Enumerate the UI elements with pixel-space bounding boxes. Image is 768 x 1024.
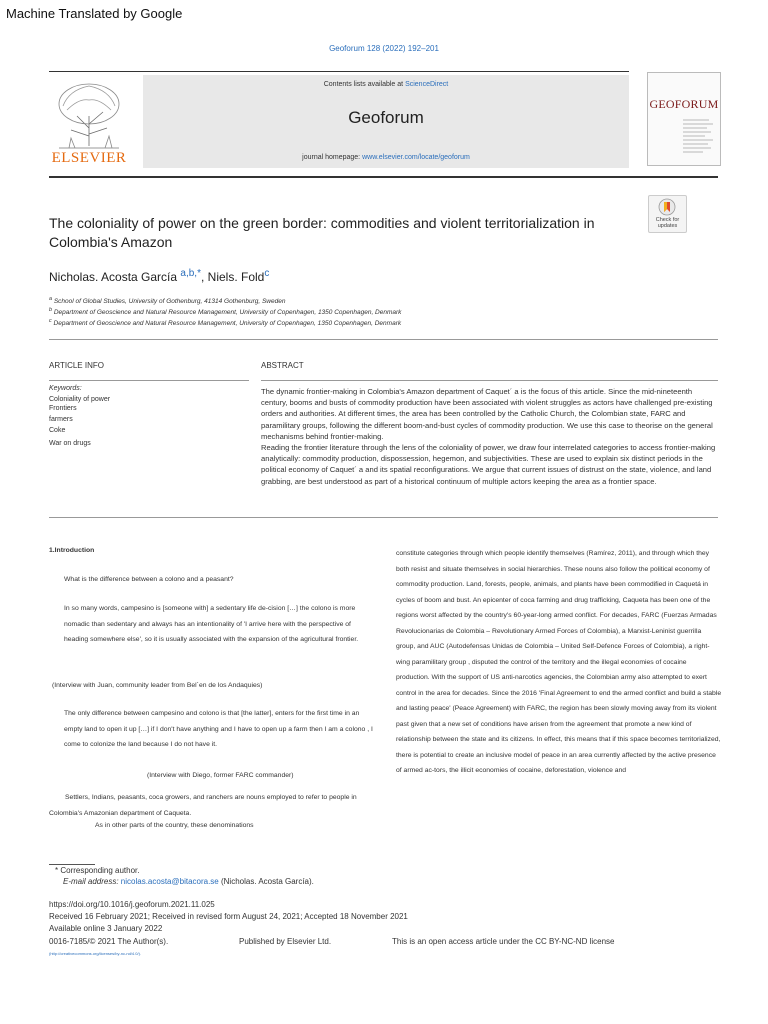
- affiliation-c: [49, 318, 401, 327]
- license-url[interactable]: (http://creativecommons.org/licenses/by-nc-nd/4.0/).: [49, 951, 142, 956]
- article-title-line1: The coloniality of power on the green border: commodities and violent territorialization in: [49, 215, 595, 231]
- publisher-note: Published by Elsevier Ltd.: [239, 937, 332, 946]
- affiliation-a: [49, 296, 285, 305]
- affiliation-text: Department of Geoscience and Natural Resource Management, University of Copenhagen, 1350 Copenhagen, Denmark: [53, 309, 402, 317]
- footnote-rule: [49, 864, 95, 865]
- affiliation-mark: c: [49, 318, 52, 324]
- affiliation-text: Department of Geoscience and Natural Resource Management, University of Copenhagen, 1350 Copenhagen, Denmark: [53, 320, 402, 328]
- available-online: Available online 3 January 2022: [49, 924, 163, 933]
- body-paragraph: constitute categories through which people identify themselves (Ramírez, 2011), and through which they both resist and situate themselves in social hierarchies. These nouns also follow the political economy of commodity production. Land, forests, people, animals, and plants have been commodified in Caquetá in cycles of boom and bust. An epicenter of coca farming and drug trafficking, Caqueta has been one of the regions worst affected by the country's 60-year-long armed conflict. For decades, FARC (Fuerzas Armadas Revolucionarias de Colombia – Revolutionary Armed Forces of Colombia), a Marxist-Leninist guerrilla group, and AUC (Autodefensas Unidas de Colombia – United Self-Defence Forces of Colombia), a right-wing paramilitary group , disputed the control of the territory and the illegal economies of cocaine production. With the support of US anti-narcotics agencies, the Colombian army also attempted to exert control in the area for decades. Since the 2016 'Final Agreement to end the armed conflict and build a stable and lasting peace' (Peace Agreement) with FARC, the region has been slowly moving away from its violent past given that a new set of conditions have arisen from the agreement that promote a new kind of relationship between the state and its citizens. In effect, this means that if this space becomes territorialized, there is potential to create an inclusive model of peace in an area currently affected by the active presence of armed ac-tors, the illicit economies of cocaine, deforestation, violence and: [396, 550, 722, 774]
- email-label: E-mail address:: [63, 877, 121, 886]
- author-affiliation-marks[interactable]: a,b,*: [180, 268, 201, 279]
- affiliation-b: [49, 307, 401, 316]
- email-link[interactable]: nicolas.acosta@bitacora.se: [120, 877, 219, 886]
- abstract-paragraph: Reading the frontier literature through the lens of the coloniality of power, we draw four interrelated categories to access frontier-making analytically: commodity production, dispossession, hegemon, and subjectivities. These are used to explain six distinct periods in the political economy of Caquet´ a and its spatial reconfigurations. We argue that current issues of distrust on the state, violence, and land grabbing, are best understood as part of a historical continuum of multiple actors keeping the area as a frontier space.: [261, 443, 716, 486]
- received-dates: Received 16 February 2021; Received in revised form August 24, 2021; Accepted 18 November 2021: [49, 912, 408, 921]
- keyword-item: farmers: [49, 416, 73, 423]
- email-line: [63, 877, 314, 886]
- publisher-logo-text: ELSEVIER: [51, 150, 127, 166]
- contents-line: [143, 81, 629, 88]
- bookmark-icon: [658, 198, 676, 216]
- email-owner: (Nicholas. Acosta García).: [218, 877, 314, 886]
- keywords-label: Keywords:: [49, 385, 82, 392]
- body-paragraph: As in other parts of the country, these denominations: [95, 822, 254, 829]
- header-top-rule: [49, 71, 629, 72]
- article-info-heading: ARTICLE INFO: [49, 361, 104, 370]
- homepage-link[interactable]: www.elsevier.com/locate/geoforum: [362, 154, 470, 161]
- keyword-item: War on drugs: [49, 440, 91, 447]
- cover-title: GEOFORUM: [649, 97, 719, 111]
- homepage-prefix: journal homepage:: [302, 154, 363, 161]
- machine-translation-banner: Machine Translated by Google: [6, 6, 183, 21]
- quote-citation: (Interview with Juan, community leader from Bel´en de los Andaquies): [52, 682, 263, 689]
- interview-question: What is the difference between a colono and a peasant?: [64, 576, 234, 583]
- affiliation-mark: b: [49, 307, 53, 313]
- abstract-heading: ABSTRACT: [261, 361, 304, 370]
- section-heading: 1.Introduction: [49, 547, 95, 554]
- article-title-line2: Colombia's Amazon: [49, 234, 173, 250]
- issn-copyright: 0016-7185/© 2021 The Author(s).: [49, 937, 169, 946]
- keyword-item: Frontiers: [49, 405, 77, 412]
- sciencedirect-link[interactable]: ScienceDirect: [405, 81, 449, 88]
- article-title: [49, 214, 619, 252]
- header-bottom-rule: [49, 176, 718, 178]
- journal-homepage-line: [143, 154, 629, 161]
- corresponding-author-note: * Corresponding author.: [55, 866, 140, 875]
- affiliation-mark: a: [49, 296, 53, 302]
- journal-reference[interactable]: Geoforum 128 (2022) 192–201: [329, 44, 439, 53]
- block-quote: In so many words, campesino is [someone with] a sedentary life de-cision […] the colono is more nomadic than sedentary and always has an intentionality of 'I arrive here with the perspective of heading somewhere else', so it is usually associated with the expansion of the agricultural frontier.: [64, 605, 359, 643]
- cover-text-lines: [683, 118, 717, 158]
- license-note: This is an open access article under the CC BY-NC-ND license: [392, 937, 615, 946]
- author-affiliation-marks[interactable]: c: [264, 268, 270, 279]
- author-name: Nicholas. Acosta García: [49, 270, 178, 284]
- section-divider: [49, 339, 718, 340]
- check-for-updates-button[interactable]: [648, 195, 687, 233]
- affiliation-text: School of Global Studies, University of Gothenburg, 41314 Gothenburg, Sweden: [53, 298, 286, 306]
- author-name: Niels. Fold: [207, 270, 265, 284]
- keyword-item: Coke: [49, 427, 66, 434]
- abstract-text: [261, 386, 718, 487]
- abstract-bottom-rule: [49, 517, 718, 518]
- author-list: [49, 268, 269, 284]
- check-for-updates-label: Check for updates: [655, 217, 680, 229]
- author-separator: ,: [200, 270, 208, 284]
- keyword-item: Coloniality of power: [49, 396, 111, 403]
- abstract-paragraph: The dynamic frontier-making in Colombia's Amazon department of Caquet´ a is the focus of this article. Since the mid-nineteenth century, booms and busts of commodity production have been associated with violent struggles as actors have challenged pre-existing orders and authorities. At different times, the area has been controlled by the Catholic Church, the Colombian state, FARC and paramilitary groups, following the different boom-and-bust cycles of commodity production. We use this case to theorise on the general mechanisms behind frontier-making.: [261, 387, 713, 441]
- article-info-rule: [49, 380, 249, 381]
- block-quote: The only difference between campesino and colono is that [the latter], enters for the first time in an empty land to open it up […] if I don't have anything and I have to open up a farm then I am a colono , I come to colonize the land because I do not have it.: [64, 710, 373, 748]
- journal-title: Geoforum: [348, 108, 424, 127]
- contents-prefix: Contents lists available at: [323, 81, 406, 88]
- doi-link[interactable]: https://doi.org/10.1016/j.geoforum.2021.11.025: [49, 900, 215, 909]
- body-paragraph: Settlers, Indians, peasants, coca growers, and ranchers are nouns employed to refer to people in Colombia's Amazonian department of Caqueta.: [49, 794, 357, 817]
- abstract-rule: [261, 380, 718, 381]
- quote-citation: (Interview with Diego, former FARC commander): [147, 772, 294, 779]
